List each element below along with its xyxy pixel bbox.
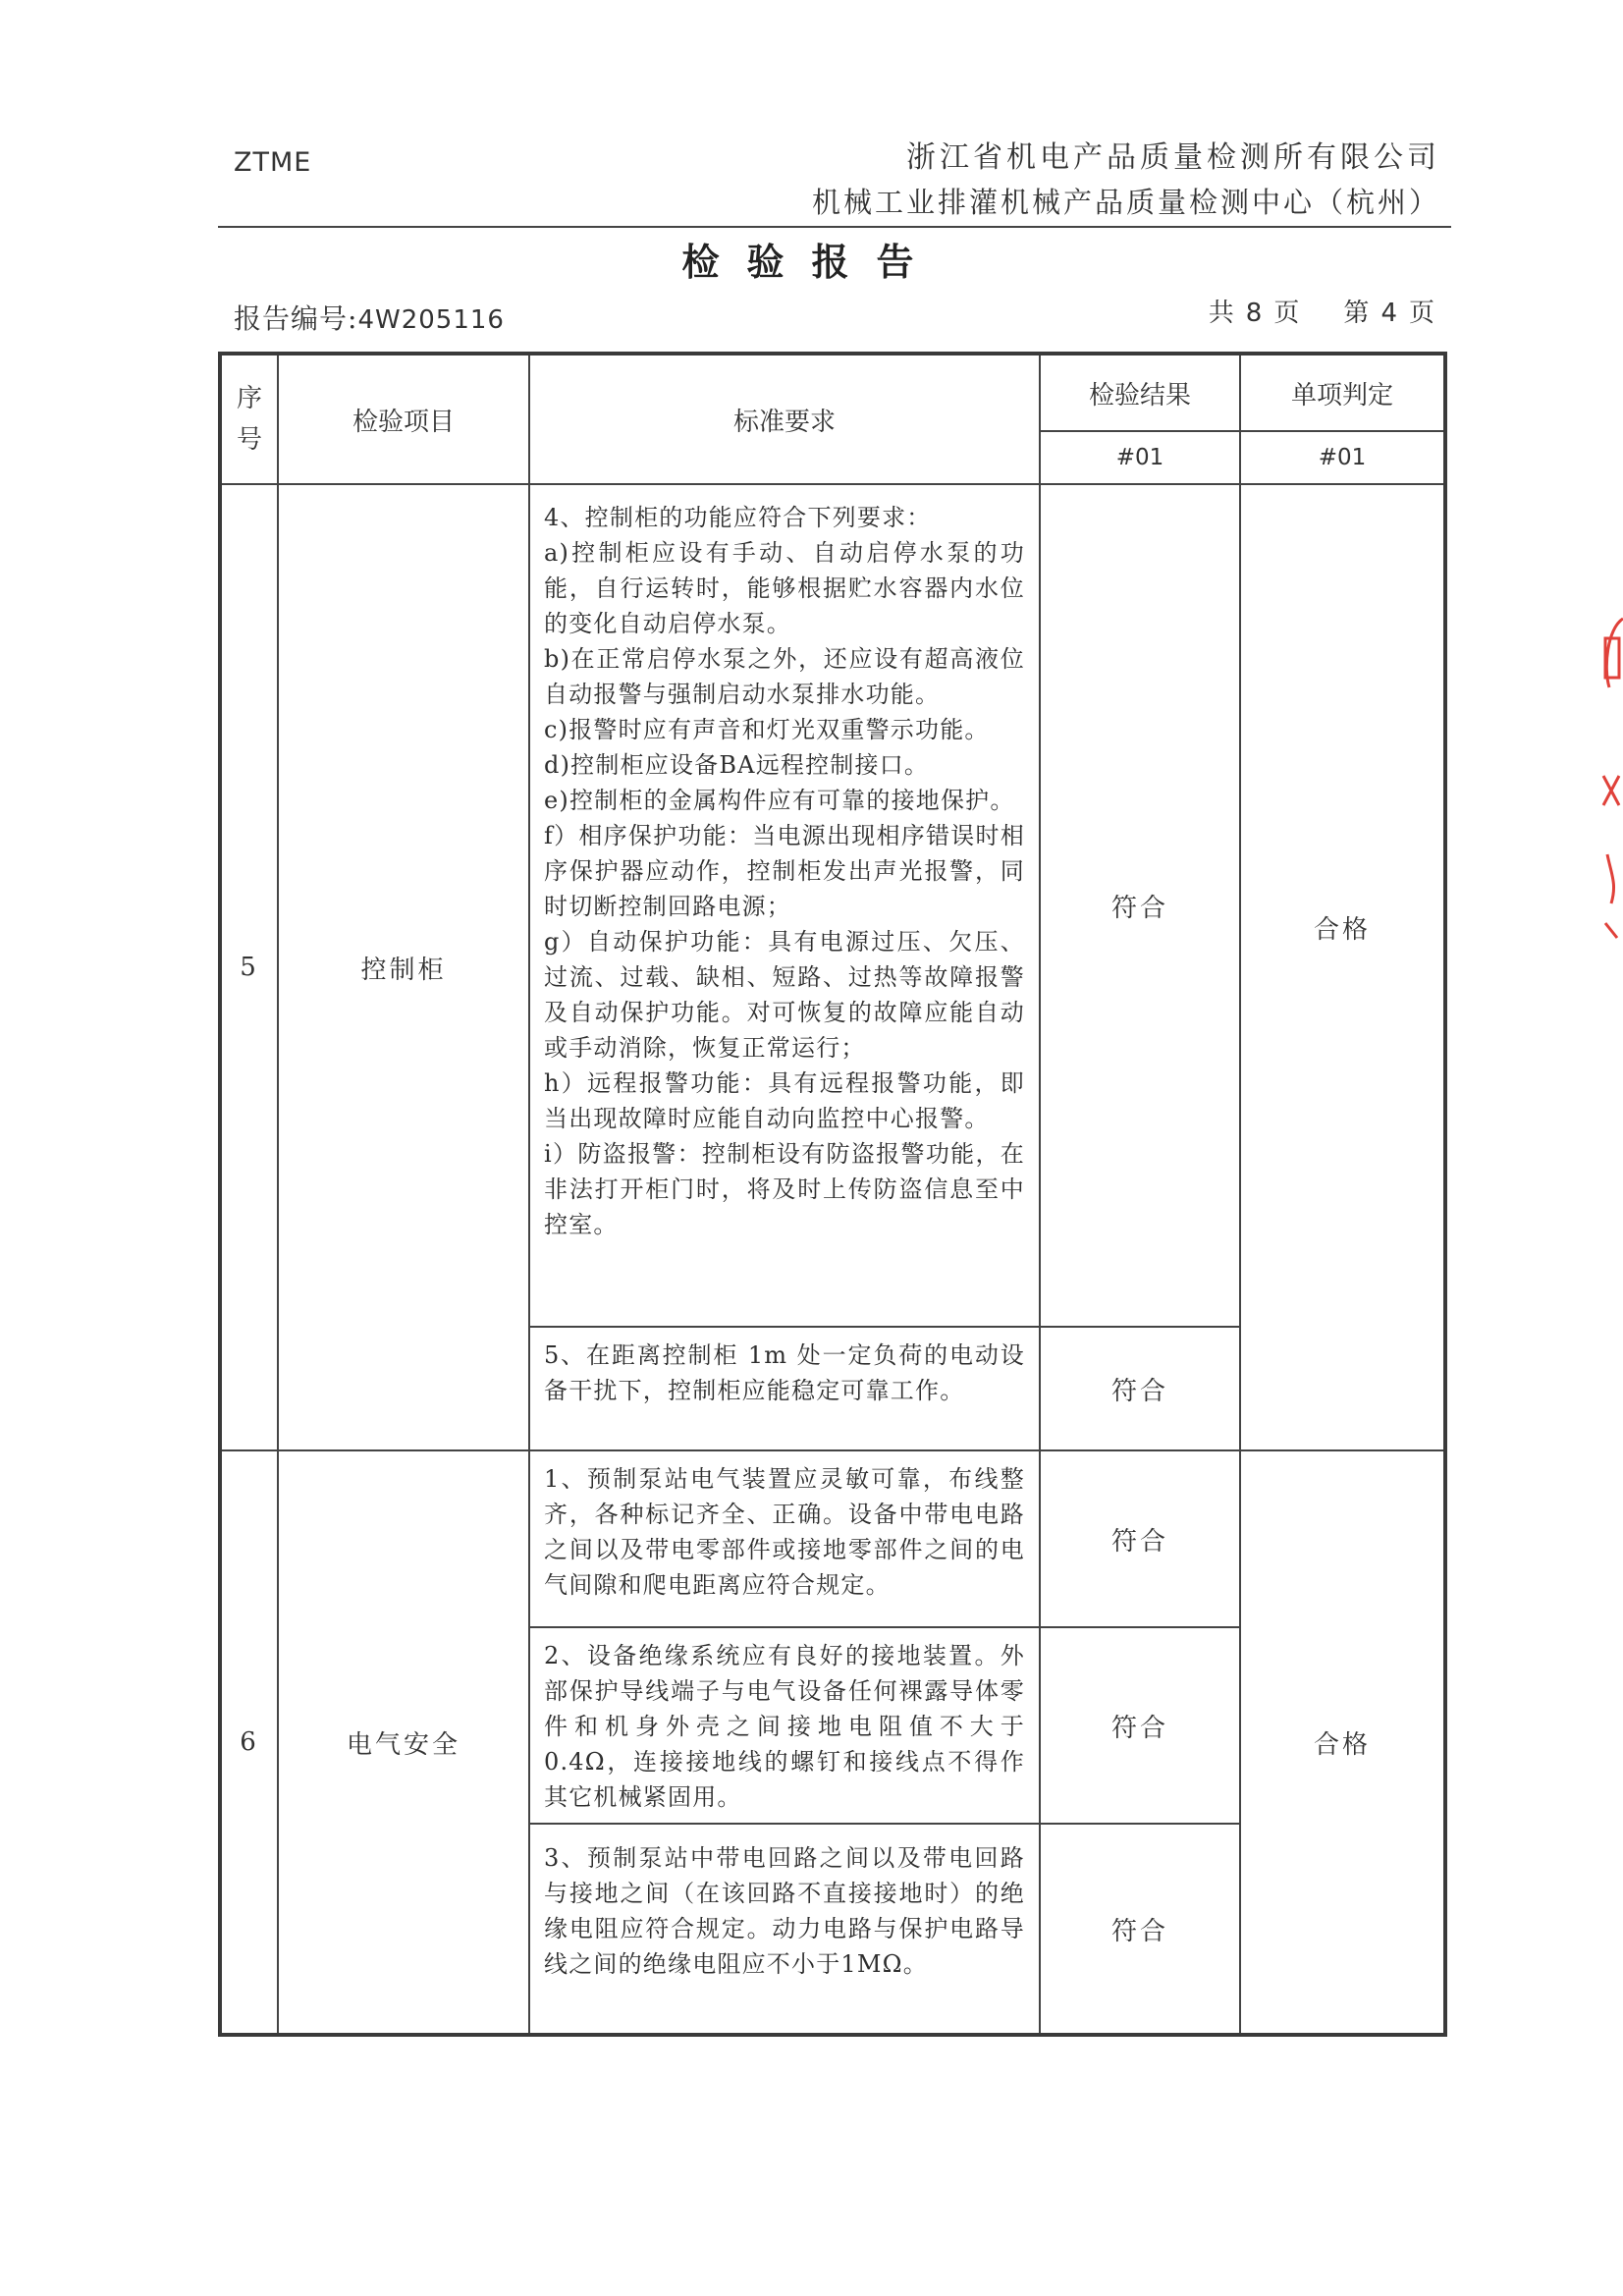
- requirement-line: a)控制柜应设有手动、自动启停水泵的功能，自行运转时，能够根据贮水容器内水位的变化自动启停水泵。: [544, 539, 1025, 637]
- row5-seq: 5: [240, 953, 259, 982]
- report-number: [234, 298, 505, 337]
- total-prefix: 共: [1208, 299, 1234, 328]
- requirement-line: 1、预制泵站电气装置应灵敏可靠，布线整齐，各种标记齐全、正确。设备中带电电路之间以及带电零部件或接地零部件之间的电气间隙和爬电距离应符合规定。: [544, 1465, 1025, 1599]
- requirement-line: b)在正常启停水泵之外，还应设有超高液位自动报警与强制启动水泵排水功能。: [544, 645, 1025, 708]
- requirement-line: 4、控制柜的功能应符合下列要求：: [544, 504, 932, 531]
- row6-requirement-2: [544, 1638, 1025, 1815]
- row5-result-1: 符合: [1110, 893, 1168, 923]
- row6-seq: 6: [240, 1727, 259, 1757]
- report-number-label: 报告编号:: [234, 302, 358, 335]
- row5-judgement: 合格: [1313, 914, 1371, 945]
- report-title: 检验报告: [681, 240, 942, 284]
- org-name: 浙江省机电产品质量检测所有限公司: [906, 140, 1440, 175]
- row6-item: 电气安全: [346, 1729, 460, 1760]
- requirement-line: i）防盗报警：控制柜设有防盗报警功能，在非法打开柜门时，将及时上传防盗信息至中控室。: [544, 1140, 1025, 1238]
- row5-item: 控制柜: [360, 955, 447, 985]
- requirement-line: 5、在距离控制柜 1m 处一定负荷的电动设备干扰下，控制柜应能稳定可靠工作。: [544, 1341, 1025, 1404]
- row6-requirement-3: [544, 1840, 1025, 1982]
- requirement-line: e)控制柜的金属构件应有可靠的接地保护。: [544, 787, 1015, 814]
- row5-requirement-1: [544, 500, 1025, 1242]
- row5-requirement-2: [544, 1338, 1025, 1408]
- header-result: 检验结果: [1088, 380, 1191, 410]
- total-suffix: 页: [1273, 299, 1300, 328]
- header-item: 检验项目: [352, 407, 455, 437]
- header-judgement-sample: #01: [1318, 445, 1367, 470]
- header-code: ZTME: [234, 147, 312, 178]
- inspection-table: [218, 352, 1447, 2037]
- page-suffix: 页: [1408, 299, 1434, 328]
- requirement-line: h）远程报警功能：具有远程报警功能，即当出现故障时应能自动向监控中心报警。: [544, 1069, 1025, 1132]
- header-seq: [222, 355, 277, 483]
- header-seq-1: 序: [236, 384, 262, 413]
- requirement-line: d)控制柜应设备BA远程控制接口。: [544, 751, 930, 779]
- requirement-line: 2、设备绝缘系统应有良好的接地装置。外部保护导线端子与电气设备任何裸露导体零件和机身外壳之间接地电阻值不大于 0.4Ω，连接接地线的螺钉和接线点不得作其它机械紧固用。: [544, 1642, 1025, 1811]
- seal-stamp-fragment: [1597, 609, 1623, 962]
- requirement-line: g）自动保护功能：具有电源过压、欠压、过流、过载、缺相、短路、过热等故障报警及自动保护功能。对可恢复的故障应能自动或手动消除，恢复正常运行；: [544, 928, 1025, 1062]
- requirement-line: 3、预制泵站中带电回路之间以及带电回路与接地之间（在该回路不直接接地时）的绝缘电阻应符合规定。动力电路与保护电路导线之间的绝缘电阻应不小于1MΩ。: [544, 1844, 1025, 1978]
- row6-result-1: 符合: [1110, 1526, 1168, 1557]
- page-indicator: [1203, 293, 1440, 329]
- org-center-name: 机械工业排灌机械产品质量检测中心（杭州）: [811, 186, 1440, 219]
- row6-judgement: 合格: [1313, 1729, 1371, 1760]
- page-number: 4: [1380, 299, 1397, 328]
- header-result-sample: #01: [1115, 445, 1164, 470]
- row6-requirement-1: [544, 1461, 1025, 1603]
- requirement-line: f）相序保护功能：当电源出现相序错误时相序保护器应动作，控制柜发出声光报警，同时切断控制回路电源；: [544, 822, 1025, 920]
- page-prefix: 第: [1343, 299, 1370, 328]
- header-requirement: 标准要求: [732, 407, 836, 437]
- row6-result-3: 符合: [1110, 1916, 1168, 1946]
- header-seq-2: 号: [236, 425, 262, 455]
- col-divider: [528, 355, 530, 2033]
- report-number-value: 4W205116: [357, 305, 505, 335]
- header-divider: [218, 226, 1451, 228]
- requirement-line: c)报警时应有声音和灯光双重警示功能。: [544, 716, 990, 743]
- row6-result-2: 符合: [1110, 1713, 1168, 1743]
- header-judgement: 单项判定: [1290, 380, 1393, 410]
- total-pages: 8: [1245, 299, 1263, 328]
- row5-result-2: 符合: [1110, 1376, 1168, 1406]
